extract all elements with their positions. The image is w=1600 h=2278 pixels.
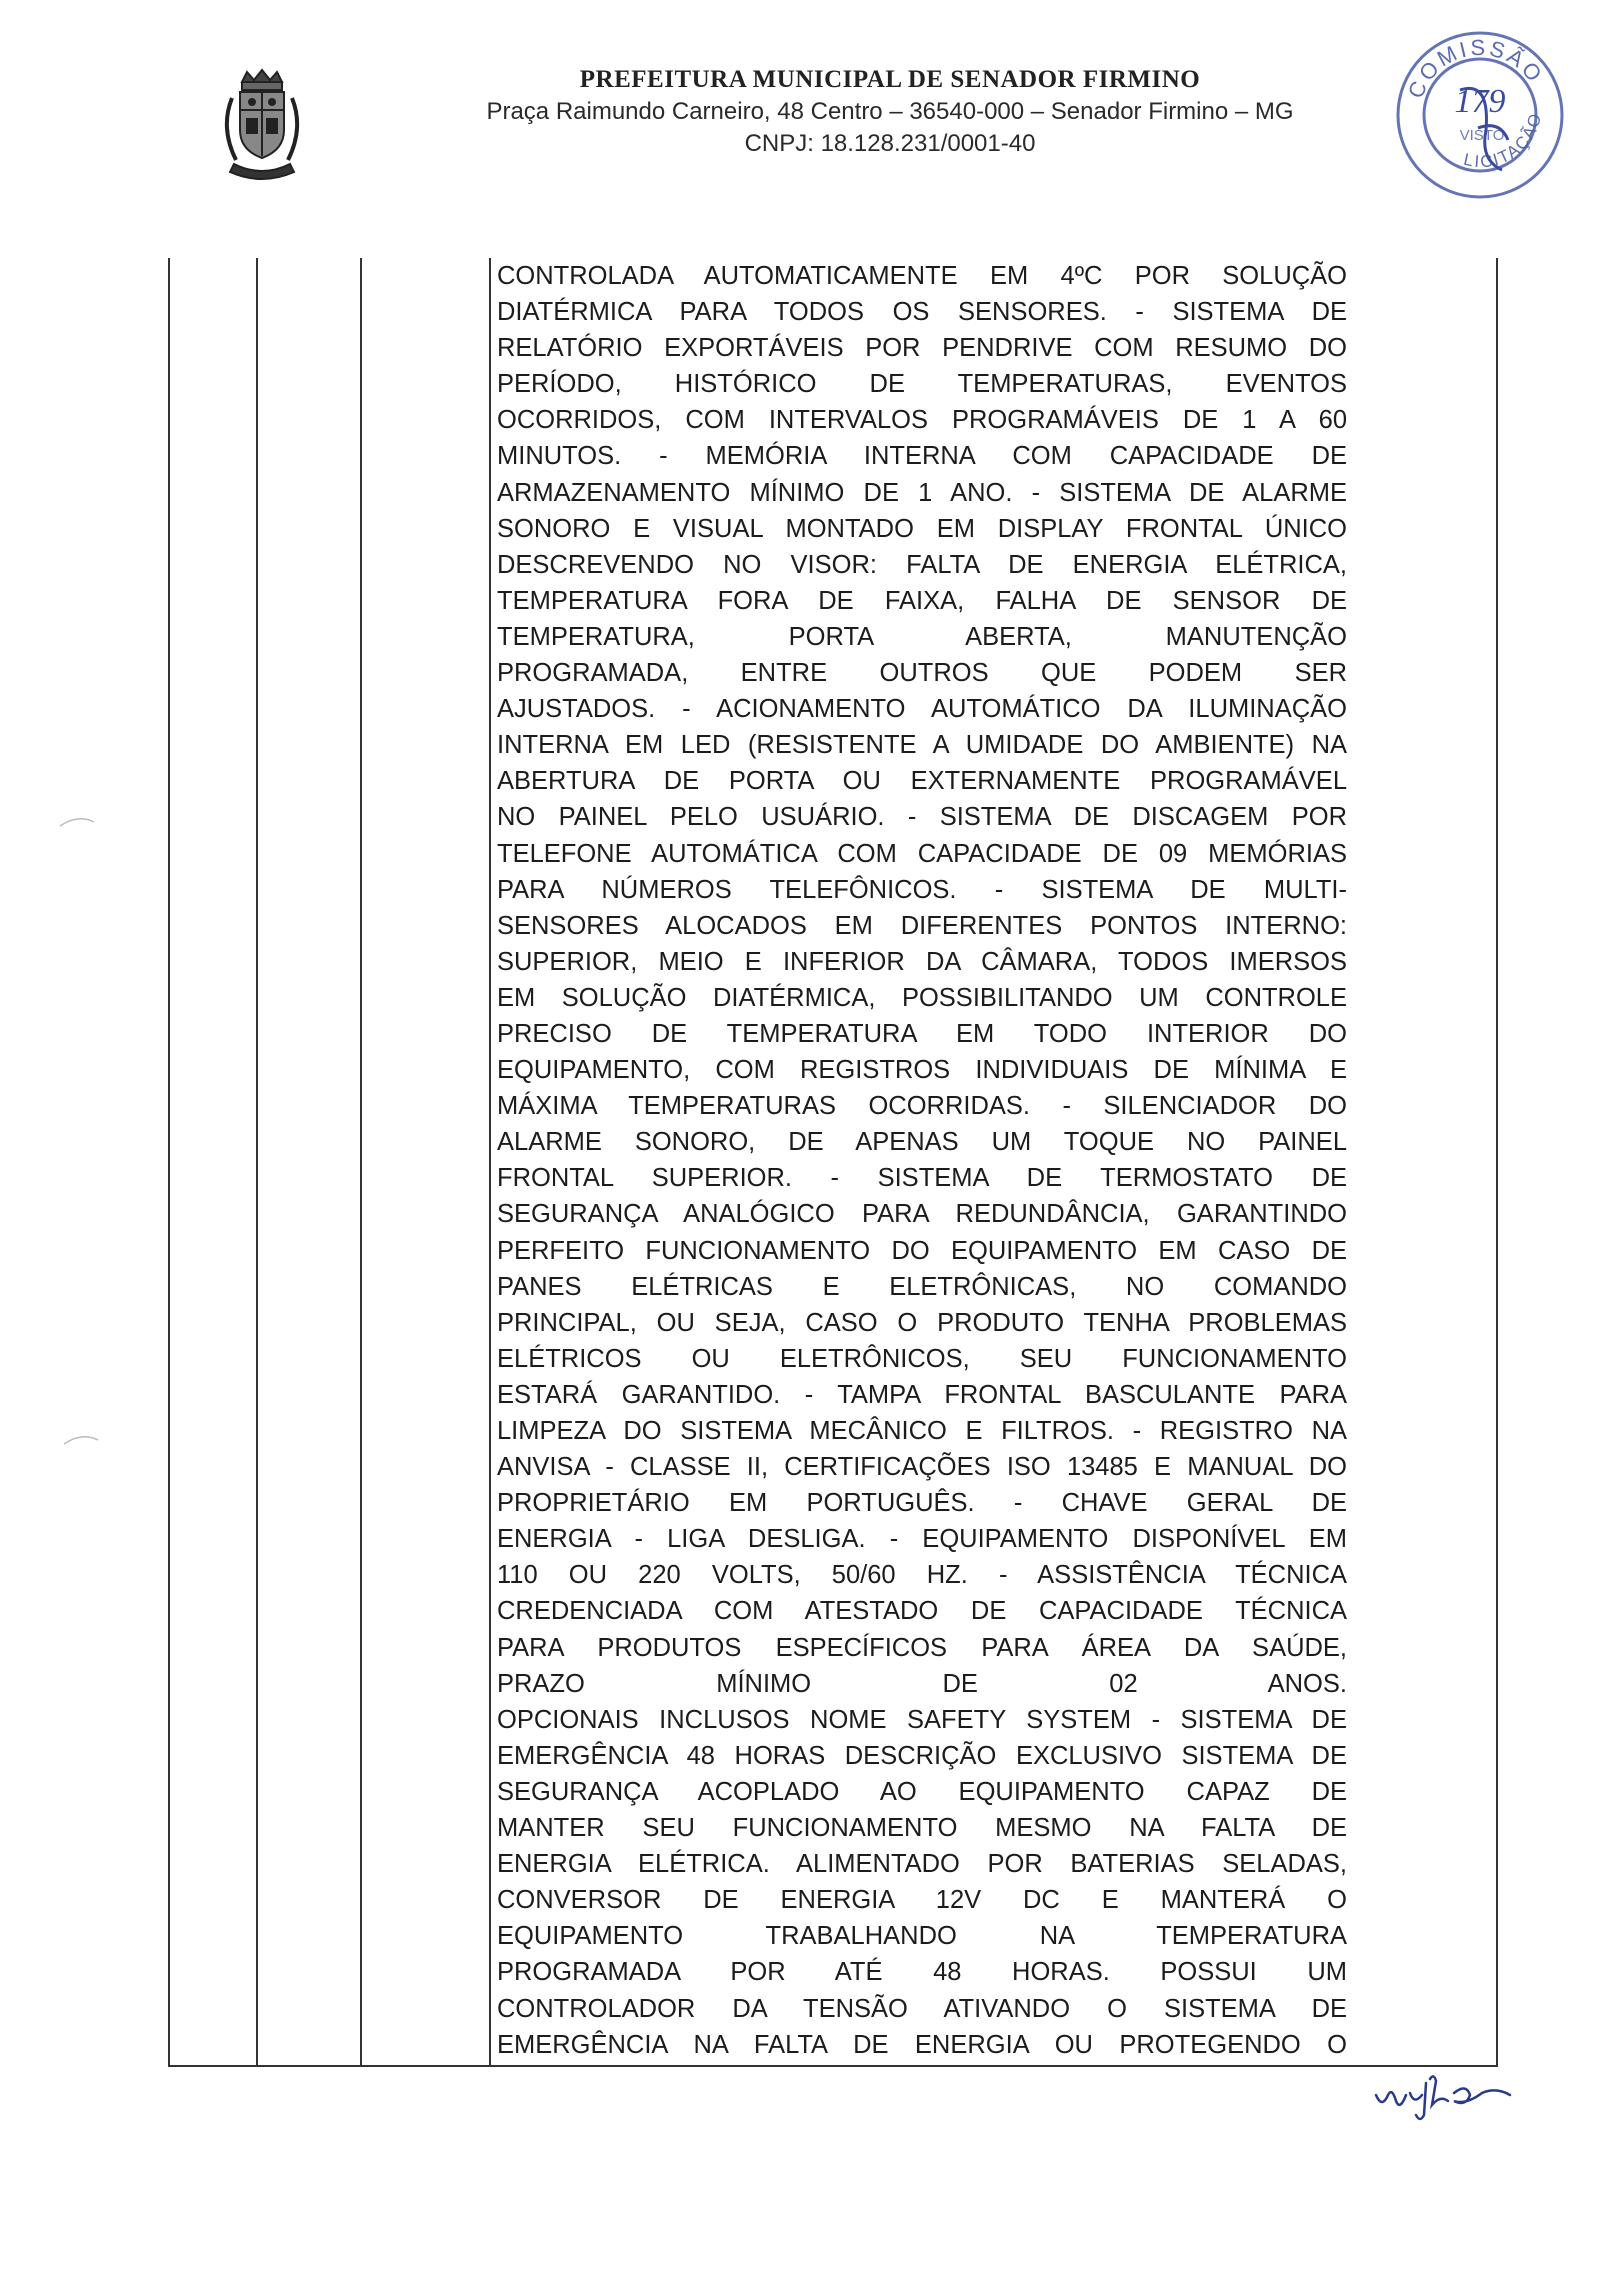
description-line: TEMPERATURA, PORTA ABERTA, MANUTENÇÃO: [497, 622, 1347, 651]
description-line: ENERGIA ELÉTRICA. ALIMENTADO POR BATERIAS SELADAS,: [497, 1850, 1347, 1879]
description-line: PROGRAMADA POR ATÉ 48 HORAS. POSSUI UM: [497, 1958, 1347, 1987]
description-line: PARA NÚMEROS TELEFÔNICOS. - SISTEMA DE MULTI-: [497, 875, 1347, 904]
municipality-address: Praça Raimundo Carneiro, 48 Centro – 36540-000 – Senador Firmino – MG: [486, 98, 1294, 125]
stamp-number: 179: [1454, 83, 1506, 120]
description-line: TEMPERATURA FORA DE FAIXA, FALHA DE SENSOR DE: [497, 586, 1347, 615]
description-line: SENSORES ALOCADOS EM DIFERENTES PONTOS INTERNO:: [497, 911, 1347, 940]
description-line: PANES ELÉTRICAS E ELETRÔNICAS, NO COMANDO: [497, 1272, 1347, 1301]
municipal-coat-of-arms-icon: [212, 68, 312, 188]
stamp-top-text: COMISSÃO: [1402, 34, 1549, 102]
description-line: NO PAINEL PELO USUÁRIO. - SISTEMA DE DISCAGEM POR: [497, 803, 1347, 832]
description-line: MÁXIMA TEMPERATURAS OCORRIDAS. - SILENCIADOR DO: [497, 1092, 1347, 1121]
description-line: ELÉTRICOS OU ELETRÔNICOS, SEU FUNCIONAMENTO: [497, 1344, 1347, 1373]
description-line: SEGURANÇA ANALÓGICO PARA REDUNDÂNCIA, GARANTINDO: [497, 1200, 1347, 1229]
item-description-cell: [497, 258, 1347, 2063]
description-line: PRINCIPAL, OU SEJA, CASO O PRODUTO TENHA PROBLEMAS: [497, 1308, 1347, 1337]
description-line: ABERTURA DE PORTA OU EXTERNAMENTE PROGRAMÁVEL: [497, 767, 1347, 796]
description-line: EMERGÊNCIA 48 HORAS DESCRIÇÃO EXCLUSIVO SISTEMA DE: [497, 1741, 1347, 1770]
description-line: DESCREVENDO NO VISOR: FALTA DE ENERGIA ELÉTRICA,: [497, 550, 1347, 579]
table-bottom-border: [168, 2065, 1498, 2067]
table-right-border: [1496, 258, 1498, 2067]
description-line: PRAZO MÍNIMO DE 02 ANOS.: [497, 1669, 1347, 1698]
letterhead-text: [390, 66, 1390, 158]
municipality-title: PREFEITURA MUNICIPAL DE SENADOR FIRMINO: [579, 66, 1201, 93]
description-line: ANVISA - CLASSE II, CERTIFICAÇÕES ISO 13485 E MANUAL DO: [497, 1453, 1347, 1482]
description-line: PERÍODO, HISTÓRICO DE TEMPERATURAS, EVENTOS: [497, 370, 1347, 399]
commission-stamp: [1390, 20, 1570, 200]
table-column-divider-1: [256, 258, 258, 2067]
description-line: 110 OU 220 VOLTS, 50/60 HZ. - ASSISTÊNCIA TÉCNICA: [497, 1561, 1347, 1590]
description-line: SUPERIOR, MEIO E INFERIOR DA CÂMARA, TODOS IMERSOS: [497, 947, 1347, 976]
description-line: MANTER SEU FUNCIONAMENTO MESMO NA FALTA DE: [497, 1814, 1347, 1843]
description-line: ENERGIA - LIGA DESLIGA. - EQUIPAMENTO DISPONÍVEL EM: [497, 1525, 1347, 1554]
handwritten-signature: [1370, 2065, 1550, 2125]
description-line: EQUIPAMENTO, COM REGISTROS INDIVIDUAIS DE MÍNIMA E: [497, 1056, 1347, 1085]
margin-mark: [62, 1430, 102, 1450]
description-line: PARA PRODUTOS ESPECÍFICOS PARA ÁREA DA SAÚDE,: [497, 1633, 1347, 1662]
table-column-divider-2: [360, 258, 362, 2067]
description-line: CREDENCIADA COM ATESTADO DE CAPACIDADE TÉCNICA: [497, 1597, 1347, 1626]
description-line: PERFEITO FUNCIONAMENTO DO EQUIPAMENTO EM CASO DE: [497, 1236, 1347, 1265]
description-line: PROPRIETÁRIO EM PORTUGUÊS. - CHAVE GERAL DE: [497, 1489, 1347, 1518]
margin-mark: [58, 812, 98, 832]
description-line: MINUTOS. - MEMÓRIA INTERNA COM CAPACIDADE DE: [497, 442, 1347, 471]
description-line: INTERNA EM LED (RESISTENTE A UMIDADE DO AMBIENTE) NA: [497, 731, 1347, 760]
description-line: CONVERSOR DE ENERGIA 12V DC E MANTERÁ O: [497, 1886, 1347, 1915]
description-line: DIATÉRMICA PARA TODOS OS SENSORES. - SISTEMA DE: [497, 298, 1347, 327]
description-line: SEGURANÇA ACOPLADO AO EQUIPAMENTO CAPAZ DE: [497, 1777, 1347, 1806]
stamp-bottom-text: LICITAÇÃO: [1461, 110, 1546, 172]
table-column-divider-3: [489, 258, 491, 2067]
table-left-border: [168, 258, 170, 2067]
description-line: FRONTAL SUPERIOR. - SISTEMA DE TERMOSTATO DE: [497, 1164, 1347, 1193]
description-line: OPCIONAIS INCLUSOS NOME SAFETY SYSTEM - SISTEMA DE: [497, 1705, 1347, 1734]
municipality-cnpj: CNPJ: 18.128.231/0001-40: [744, 130, 1036, 157]
description-line: CONTROLADA AUTOMATICAMENTE EM 4ºC POR SOLUÇÃO: [497, 262, 1347, 290]
description-line: CONTROLADOR DA TENSÃO ATIVANDO O SISTEMA DE: [497, 1994, 1347, 2023]
description-line: EM SOLUÇÃO DIATÉRMICA, POSSIBILITANDO UM CONTROLE: [497, 983, 1347, 1012]
letterhead: [0, 60, 1600, 210]
description-line: TELEFONE AUTOMÁTICA COM CAPACIDADE DE 09 MEMÓRIAS: [497, 839, 1347, 868]
description-line: SONORO E VISUAL MONTADO EM DISPLAY FRONTAL ÚNICO: [497, 514, 1347, 543]
description-line: RELATÓRIO EXPORTÁVEIS POR PENDRIVE COM RESUMO DO: [497, 334, 1347, 363]
description-line: ARMAZENAMENTO MÍNIMO DE 1 ANO. - SISTEMA DE ALARME: [497, 478, 1347, 507]
stamp-middle-text: VISTO: [1459, 127, 1505, 144]
description-line: OCORRIDOS, COM INTERVALOS PROGRAMÁVEIS DE 1 A 60: [497, 406, 1347, 435]
description-line: AJUSTADOS. - ACIONAMENTO AUTOMÁTICO DA ILUMINAÇÃO: [497, 695, 1347, 724]
description-line: LIMPEZA DO SISTEMA MECÂNICO E FILTROS. - REGISTRO NA: [497, 1417, 1347, 1445]
description-line: ESTARÁ GARANTIDO. - TAMPA FRONTAL BASCULANTE PARA: [497, 1380, 1347, 1409]
description-line: PRECISO DE TEMPERATURA EM TODO INTERIOR DO: [497, 1019, 1347, 1048]
description-line: EQUIPAMENTO TRABALHANDO NA TEMPERATURA: [497, 1922, 1347, 1951]
description-line: PROGRAMADA, ENTRE OUTROS QUE PODEM SER: [497, 659, 1347, 688]
description-line: EMERGÊNCIA NA FALTA DE ENERGIA OU PROTEGENDO O: [497, 2030, 1347, 2059]
description-line: ALARME SONORO, DE APENAS UM TOQUE NO PAINEL: [497, 1128, 1347, 1157]
